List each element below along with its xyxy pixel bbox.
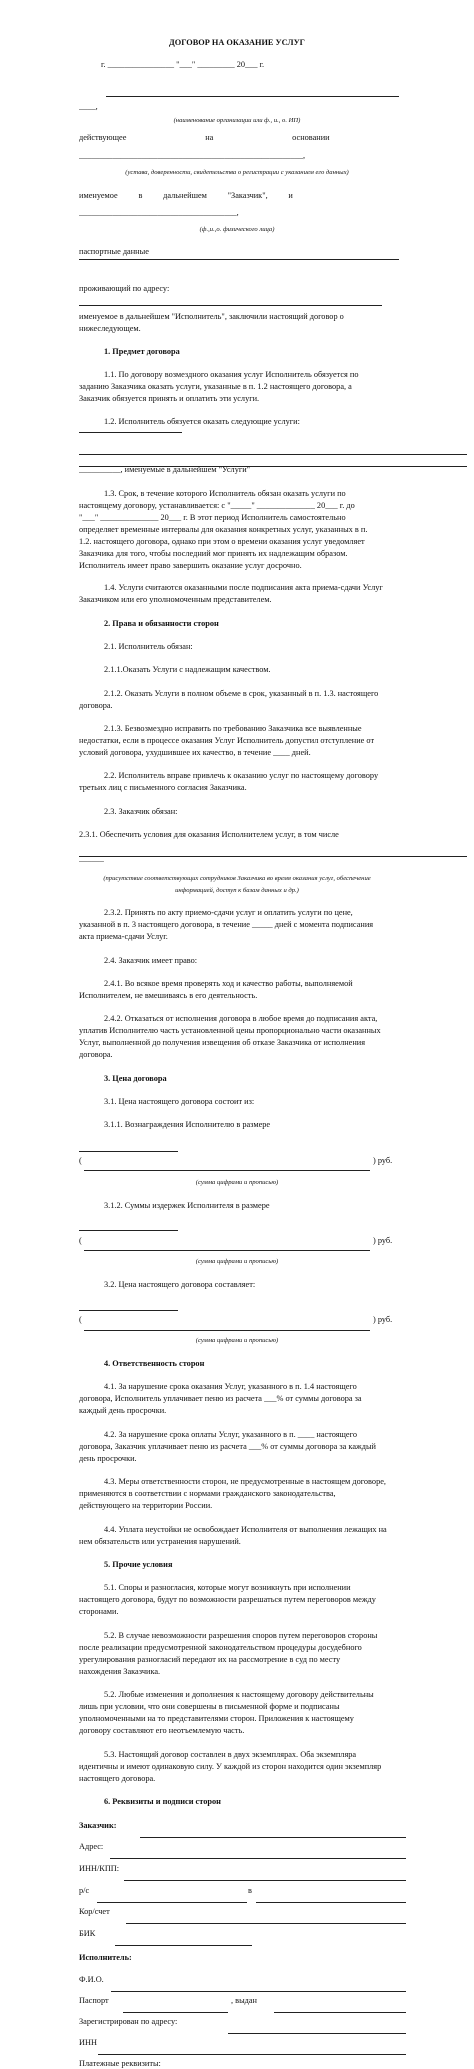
section-heading: 2. Права и обязанности сторон bbox=[104, 619, 219, 628]
text-line: 2.1.3. Безвозмездно исправить по требованию Заказчика все выявленные bbox=[104, 724, 362, 733]
fill-in-line bbox=[115, 1945, 252, 1946]
text-line: Кор/счет bbox=[79, 1907, 110, 1916]
text-line: БИК bbox=[79, 1929, 96, 1938]
section-heading: Исполнитель: bbox=[79, 1953, 132, 1962]
text-line: ) руб. bbox=[373, 1156, 393, 1165]
fill-in-line bbox=[106, 96, 399, 97]
text-line: указанной в п. 3 настоящего договора, в течение _____ дней с момента подписания bbox=[79, 920, 374, 929]
text-line: Услуг, выполненной до получения извещения об отказе Заказчика от исполнения bbox=[79, 1038, 366, 1047]
text-line: 1.2. настоящего договора, однако при этом о времени оказания услуг уведомляет bbox=[79, 537, 365, 546]
fill-in-line bbox=[79, 454, 467, 455]
text-line: г. ________________ "___" _________ 20___ г. bbox=[101, 60, 265, 69]
fill-in-line bbox=[79, 259, 399, 260]
text-line: 3.1. Цена настоящего договора состоит из: bbox=[104, 1097, 255, 1106]
text-line: 3.2. Цена настоящего договора составляет: bbox=[104, 1280, 256, 1289]
section-heading: 6. Реквизиты и подписи сторон bbox=[104, 1797, 221, 1806]
text-line: 5.2. В случае невозможности разрешения споров путем переговоров стороны bbox=[104, 1631, 378, 1640]
section-heading: 3. Цена договора bbox=[104, 1074, 167, 1083]
text-line: 2.3.2. Принять по акту приемо-сдачи услуг и оплатить услуги по цене, bbox=[104, 908, 353, 917]
text-line: ( bbox=[79, 1236, 82, 1245]
text-line: Заказчиком или его уполномоченным представителем. bbox=[79, 595, 272, 604]
text-line: настоящего договора, будут по возможности разрешаться путем переговоров между bbox=[79, 1595, 376, 1604]
text-line: 2.4.1. Во всякое время проверять ход и качество работы, выполняемой bbox=[104, 979, 353, 988]
text-line: уполномоченными на то представителями сторон. Приложения к настоящему bbox=[79, 1714, 354, 1723]
text-line: "___" ______________ 20___ г. В этот период Исполнитель самостоятельно bbox=[79, 513, 346, 522]
text-line: действующее на основании bbox=[79, 133, 330, 142]
text-line: договора, Исполнитель уплачивает пеню из расчета ___% от суммы договора за bbox=[79, 1394, 362, 1403]
text-line: 2.1. Исполнитель обязан: bbox=[104, 642, 193, 651]
text-line: паспортные данные bbox=[79, 247, 149, 256]
text-line: заданию Заказчика оказать услуги, указанные в п. 1.2 настоящего договора, а bbox=[79, 382, 352, 391]
text-line: 5.3. Настоящий договор составлен в двух экземплярах. Оба экземпляра bbox=[104, 1750, 357, 1759]
text-line: именуемое в дальнейшем "Заказчик", и bbox=[79, 191, 293, 200]
text-line: ) руб. bbox=[373, 1315, 393, 1324]
text-line: 5.2. Любые изменения и дополнения к настоящему договору действительны bbox=[104, 1690, 374, 1699]
text-line: нем обязательств или устранения нарушений. bbox=[79, 1537, 241, 1546]
text-line: 2.4.2. Отказаться от исполнения договора в любое время до подписания акта, bbox=[104, 1014, 378, 1023]
field-caption: (сумма цифрами и прописью) bbox=[195, 1258, 279, 1265]
text-line: ( bbox=[79, 1315, 82, 1324]
document-title: ДОГОВОР НА ОКАЗАНИЕ УСЛУГ bbox=[169, 38, 305, 47]
fill-in-line bbox=[111, 1991, 406, 1992]
text-line: 4.3. Меры ответственности сторон, не предусмотренные в настоящем договоре, bbox=[104, 1477, 386, 1486]
text-line: условий договора, ухудшившее их качество, в течение ____ дней. bbox=[79, 748, 311, 757]
field-caption: (сумма цифрами и прописью) bbox=[195, 1179, 279, 1186]
text-line: именуемое в дальнейшем "Исполнитель", заключили настоящий договор о bbox=[79, 312, 344, 321]
text-line: 2.3. Заказчик обязан: bbox=[104, 807, 178, 816]
text-line: ИНН/КПП: bbox=[79, 1864, 120, 1873]
text-line: 2.1.2. Оказать Услуги в полном объеме в срок, указанный в п. 1.3. настоящего bbox=[104, 689, 379, 698]
fill-in-line bbox=[228, 2033, 406, 2034]
text-line: 1.4. Услуги считаются оказанными после подписания акта приема-сдачи Услуг bbox=[104, 583, 383, 592]
text-line: день просрочки. bbox=[79, 1454, 137, 1463]
fill-in-line bbox=[123, 2012, 228, 2013]
text-line: ) руб. bbox=[373, 1236, 393, 1245]
text-line: ______________________________________________________, bbox=[79, 151, 306, 160]
text-line: 2.4. Заказчик имеет право: bbox=[104, 956, 198, 965]
fill-in-line bbox=[79, 1230, 178, 1231]
text-line: Исполнителем, не вмешиваясь в его деятельность. bbox=[79, 991, 258, 1000]
text-line: сторонами. bbox=[79, 1607, 119, 1616]
field-caption: (присутствие соответствующих сотрудников Заказчика во время оказания услуг, обеспечение bbox=[103, 875, 371, 882]
section-heading: 5. Прочие условия bbox=[104, 1560, 173, 1569]
field-caption: (наименование организации или ф., и., о. ИП) bbox=[173, 117, 301, 124]
text-line: Платежные реквизиты: bbox=[79, 2059, 161, 2068]
field-caption: (ф.,и.,о. физического лица) bbox=[199, 226, 275, 233]
text-line: ____, bbox=[79, 102, 98, 111]
text-line: Заказчика для того, чтобы последний мог принять их надлежащим образом. bbox=[79, 549, 348, 558]
fill-in-line bbox=[79, 305, 382, 306]
text-line: лишь при условии, что они совершены в письменной форме и подписаны bbox=[79, 1702, 340, 1711]
text-line: каждый день просрочки. bbox=[79, 1406, 167, 1415]
text-line: 3.1.2. Суммы издержек Исполнителя в размере bbox=[104, 1201, 270, 1210]
field-caption: (устава, доверенности, свидетельства о регистрации с указанием его данных) bbox=[125, 169, 349, 176]
text-line: урегулирования разногласий передают их на рассмотрение в суд по месту bbox=[79, 1655, 341, 1664]
text-line: 1.1. По договору возмездного оказания услуг Исполнитель обязуется по bbox=[104, 370, 359, 379]
fill-in-line bbox=[256, 1902, 406, 1903]
fill-in-line bbox=[79, 856, 467, 857]
text-line: 5.1. Споры и разногласия, которые могут возникнуть при исполнении bbox=[104, 1583, 351, 1592]
fill-in-line bbox=[84, 1250, 370, 1251]
field-caption: информацией, доступ к базам данных и др.) bbox=[175, 887, 299, 894]
text-line: 1.2. Исполнитель обязуется оказать следующие услуги: bbox=[104, 417, 300, 426]
text-line: ИНН bbox=[79, 2038, 97, 2047]
fill-in-line bbox=[84, 1170, 370, 1171]
text-line: Паспорт bbox=[79, 1996, 109, 2005]
text-line: 4.1. За нарушение срока оказания Услуг, указанного в п. 1.4 настоящего bbox=[104, 1382, 357, 1391]
fill-in-line bbox=[140, 1837, 406, 1838]
text-line: 3.1.1. Вознаграждения Исполнителю в размере bbox=[104, 1120, 271, 1129]
text-line: Заказчик обязуется принять и оплатить эти услуги. bbox=[79, 394, 260, 403]
text-line: р/с bbox=[79, 1886, 90, 1895]
section-heading: Заказчик: bbox=[79, 1821, 117, 1830]
text-line: ______________________________________, bbox=[79, 208, 239, 217]
fill-in-line bbox=[110, 1858, 406, 1859]
section-heading: 4. Ответственность сторон bbox=[104, 1359, 205, 1368]
text-line: ( bbox=[79, 1156, 82, 1165]
fill-in-line bbox=[79, 432, 182, 433]
text-line: уплатив Исполнителю часть установленной цены пропорционально части оказанных bbox=[79, 1026, 381, 1035]
section-heading: 1. Предмет договора bbox=[104, 347, 180, 356]
text-line: применяются в соответствии с нормами гражданского законодательства, bbox=[79, 1489, 336, 1498]
text-line: акта приема-сдачи Услуг. bbox=[79, 932, 168, 941]
fill-in-line bbox=[124, 1880, 406, 1881]
text-line: договора. bbox=[79, 1050, 113, 1059]
text-line: настоящего договора. bbox=[79, 1774, 156, 1783]
fill-in-line bbox=[79, 466, 467, 467]
fill-in-line bbox=[84, 1330, 370, 1331]
text-line: , выдан bbox=[231, 1996, 257, 2005]
text-line: нижеследующем. bbox=[79, 324, 141, 333]
text-line: после реализации предусмотренной законодательством процедуры досудебного bbox=[79, 1643, 362, 1652]
text-line: __________, именуемые в дальнейшем "Услуги" bbox=[79, 465, 251, 474]
fill-in-line bbox=[97, 1902, 247, 1903]
text-line: 2.2. Исполнитель вправе привлечь к оказанию услуг по настоящему договору bbox=[104, 771, 379, 780]
text-line: проживающий по адресу: bbox=[79, 284, 170, 293]
text-line: договору составляют его неотъемлемую часть. bbox=[79, 1726, 245, 1735]
fill-in-line bbox=[79, 1151, 178, 1152]
text-line: недостатки, если в процессе оказания Услуг Исполнитель допустил отступление от bbox=[79, 736, 375, 745]
field-caption: (сумма цифрами и прописью) bbox=[195, 1337, 279, 1344]
text-line: действующего на территории России. bbox=[79, 1501, 213, 1510]
text-line: Зарегистрирован по адресу: bbox=[79, 2017, 178, 2026]
text-line: 4.4. Уплата неустойки не освобождает Исполнителя от выполнения лежащих на bbox=[104, 1525, 387, 1534]
text-line: Исполнитель имеет право завершить оказание услуг досрочно. bbox=[79, 561, 302, 570]
text-line: в bbox=[248, 1886, 252, 1895]
fill-in-line bbox=[126, 1923, 406, 1924]
text-line: Адрес: bbox=[79, 1842, 104, 1851]
text-line: ______ bbox=[79, 854, 104, 863]
text-line: третьих лиц с письменного согласия Заказчика. bbox=[79, 783, 247, 792]
text-line: договора, Заказчик уплачивает пеню из расчета ___% от суммы договора за каждый bbox=[79, 1442, 376, 1451]
fill-in-line bbox=[79, 1310, 178, 1311]
text-line: 1.3. Срок, в течение которого Исполнитель обязан оказать услуги по bbox=[104, 489, 346, 498]
text-line: 2.1.1.Оказать Услуги с надлежащим качеством. bbox=[104, 665, 271, 674]
fill-in-line bbox=[274, 2012, 406, 2013]
text-line: нахождения Заказчика. bbox=[79, 1667, 161, 1676]
text-line: настоящему договору, устанавливается: с "_____" ______________ 20___ г. до bbox=[79, 501, 355, 510]
text-line: идентичны и имеют одинаковую силу. У каждой из сторон находится один экземпляр bbox=[79, 1762, 382, 1771]
text-line: определяет временные интервалы для оказания конкретных услуг, указанных в п. bbox=[79, 525, 368, 534]
text-line: договора. bbox=[79, 701, 113, 710]
text-line: 4.2. За нарушение срока оплаты Услуг, указанного в п. ____ настоящего bbox=[104, 1430, 357, 1439]
text-line: 2.3.1. Обеспечить условия для оказания Исполнителем услуг, в том числе bbox=[79, 830, 339, 839]
text-line: Ф.И.О. bbox=[79, 1975, 104, 1984]
